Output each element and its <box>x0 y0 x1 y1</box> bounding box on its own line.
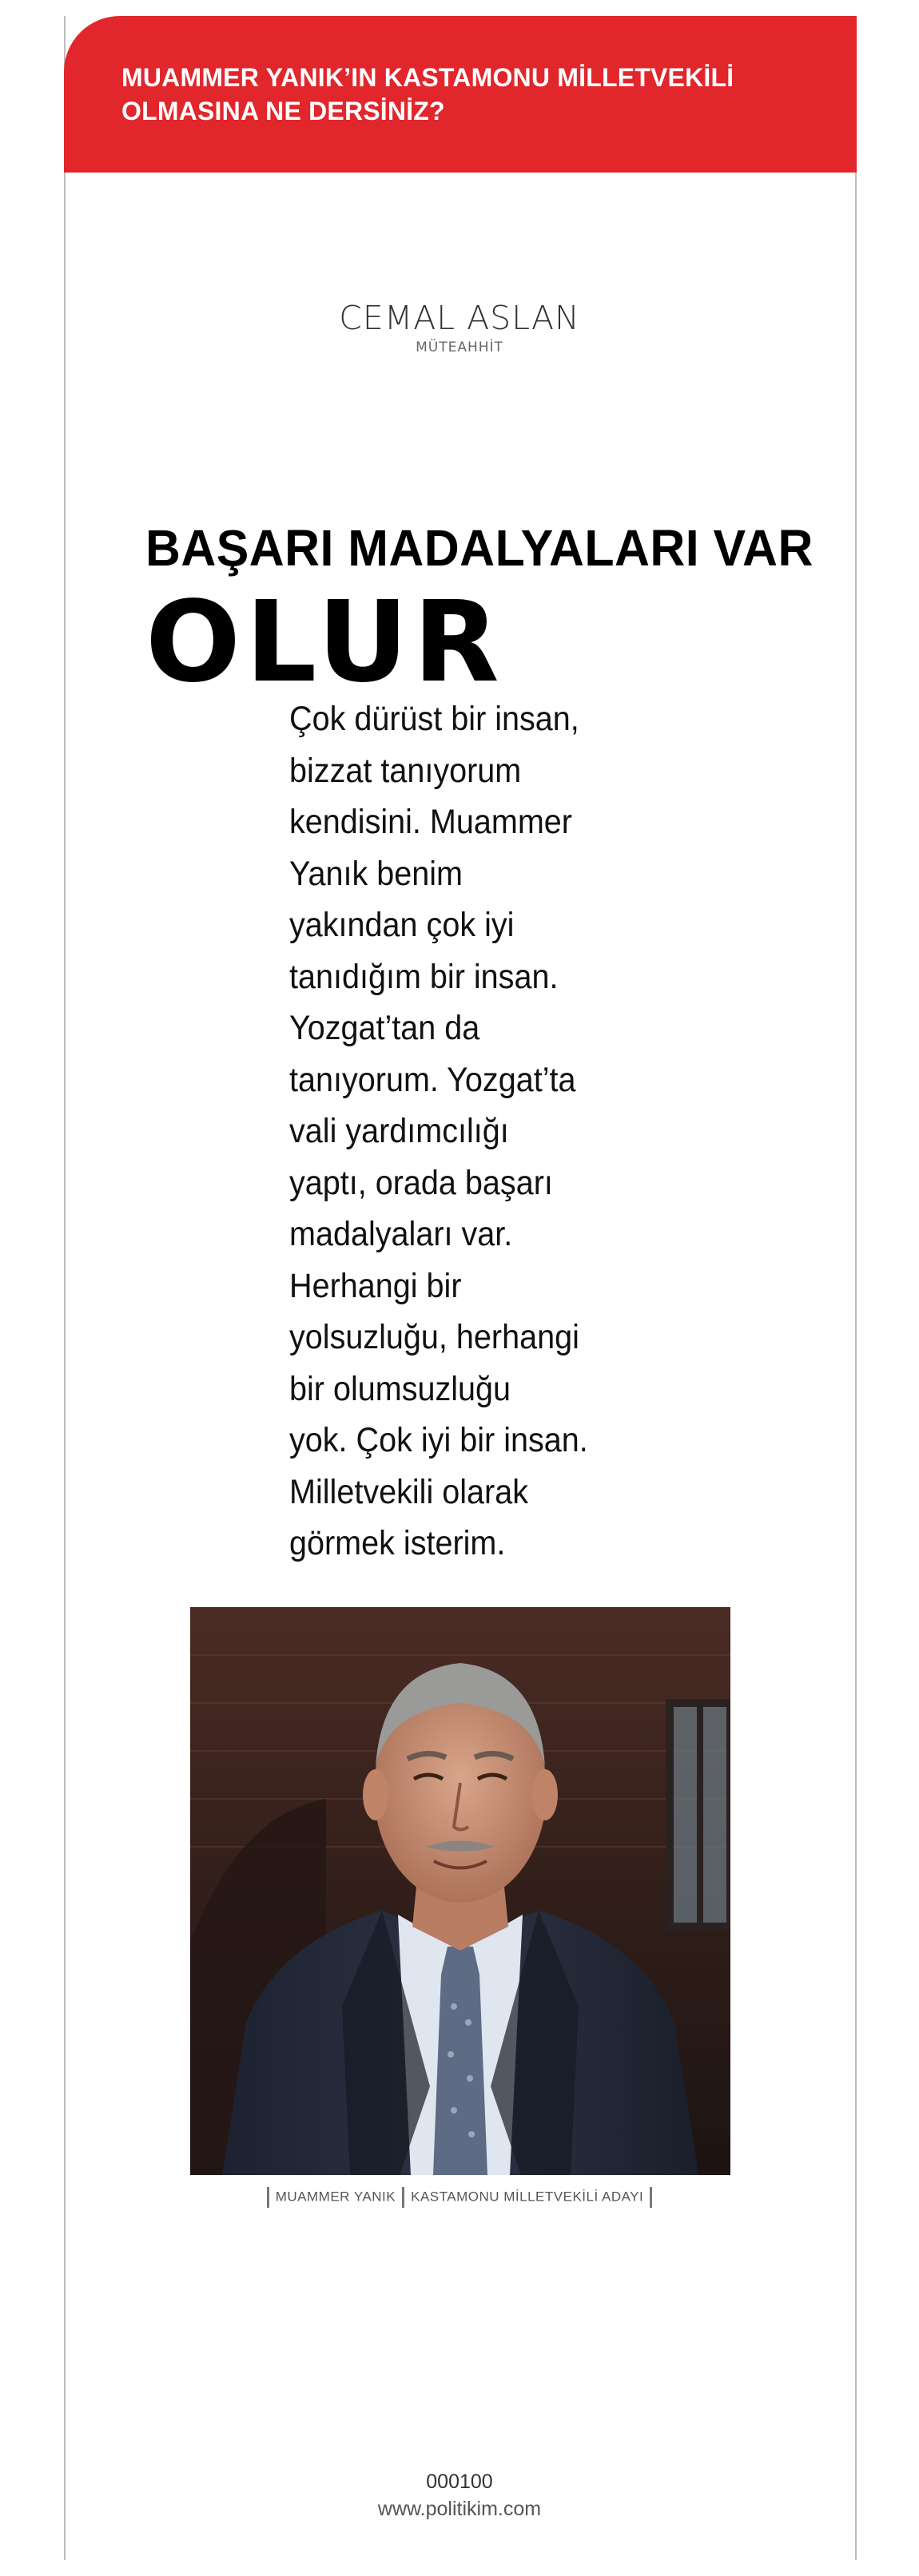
body-line: Çok dürüst bir insan, <box>289 700 579 738</box>
body-line: tanıdığım bir insan. <box>289 957 559 996</box>
banner-question-line-1: MUAMMER YANIK’IN KASTAMONU MİLLETVEKİLİ <box>121 63 734 92</box>
page-footer <box>0 2468 919 2522</box>
caption-separator <box>402 2187 404 2208</box>
photo-caption <box>0 2187 919 2208</box>
body-line: Milletvekili olarak <box>289 1472 528 1511</box>
body-line: kendisini. Muammer <box>289 803 572 841</box>
body-line: görmek isterim. <box>289 1524 506 1562</box>
respondent-name: CEMAL ASLAN <box>339 299 580 337</box>
body-line: yakından çok iyi <box>289 906 515 944</box>
body-line: madalyaları var. <box>289 1215 513 1253</box>
body-line: tanıyorum. Yozgat’ta <box>289 1060 576 1099</box>
page-code: 000100 <box>426 2471 493 2493</box>
body-line: Yozgat’tan da <box>289 1009 480 1047</box>
respondent <box>0 300 919 355</box>
website-url: www.politikim.com <box>377 2498 542 2520</box>
body-line: yok. Çok iyi bir insan. <box>289 1421 588 1459</box>
article-headline-big: OLUR <box>145 578 504 708</box>
body-line: Herhangi bir <box>289 1266 462 1305</box>
body-line: vali yardımcılığı <box>289 1112 509 1150</box>
body-line: yolsuzluğu, herhangi <box>289 1318 579 1356</box>
body-line: Yanık benim <box>289 854 463 893</box>
caption-name: MUAMMER YANIK <box>275 2189 396 2205</box>
respondent-occupation: MÜTEAHHİT <box>416 339 503 355</box>
caption-role: KASTAMONU MİLLETVEKİLİ ADAYI <box>411 2189 644 2205</box>
caption-separator <box>650 2187 652 2208</box>
banner-question-line-2: OLMASINA NE DERSİNİZ? <box>121 97 445 125</box>
body-line: bir olumsuzluğu <box>289 1369 511 1408</box>
portrait-photo <box>190 1607 730 2175</box>
header-banner <box>64 16 857 173</box>
article-body <box>289 693 598 1570</box>
article-headline: BAŞARI MADALYALARI VAR <box>145 519 814 577</box>
body-line: bizzat tanıyorum <box>289 751 522 790</box>
body-line: yaptı, orada başarı <box>289 1163 553 1202</box>
caption-separator <box>267 2187 269 2208</box>
